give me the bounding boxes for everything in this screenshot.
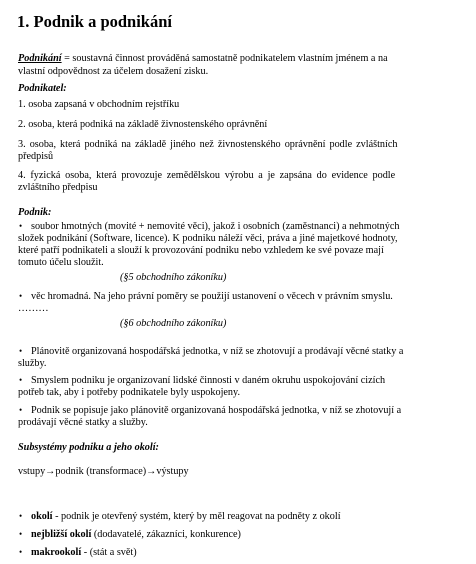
podnik-reference-2: (§6 obchodního zákoníku) xyxy=(120,318,227,329)
podnikatel-item-1: 1. osoba zapsaná v obchodním rejstříku xyxy=(18,99,180,110)
nejblizsi-okoli-text: (dodavatelé, zákazníci, konkurence) xyxy=(91,529,241,540)
bullet-icon xyxy=(19,510,22,522)
bullet2-1-line2: služby. xyxy=(18,358,47,369)
bullet2-2-line2: potřeb tak, aby i potřeby podnikatele byly uspokojeny. xyxy=(18,387,241,398)
podnikani-definition-line1 xyxy=(18,53,388,65)
podnikani-definition-line2: vlastní odpovědnost za účelem dosažení zisku. xyxy=(18,66,209,77)
bullet-icon xyxy=(19,220,22,232)
nejblizsi-okoli-term: nejbližší okolí xyxy=(31,529,92,540)
okoli-item xyxy=(31,511,341,523)
podnik-b1-line3: které patří podnikateli a slouží k provozování podniku nebo vzhledem ke své povaze mají xyxy=(18,245,384,256)
subsystems-heading: Subsystémy podniku a jeho okolí: xyxy=(18,442,159,453)
podnik-b1-line1: soubor hmotných (movité + nemovité věci), jakož i osobních (zaměstnanci) a nehmotných xyxy=(31,221,400,232)
bullet-icon xyxy=(19,404,22,416)
podnik-b1-line2: složek podnikání (Software, licence). K podniku náleží věci, práva a jiné majetkové hodnoty, xyxy=(18,233,398,244)
podnik-reference-1: (§5 obchodního zákoníku) xyxy=(120,272,227,283)
okoli-text: - podnik je otevřený systém, který by měl reagovat na podněty z okolí xyxy=(52,511,341,522)
bullet-icon xyxy=(19,374,22,386)
podnik-b2: věc hromadná. Na jeho právní poměry se použijí ustanovení o věcech v právním smyslu. xyxy=(31,291,393,302)
bullet-icon xyxy=(19,345,22,357)
podnikatel-item-4-cont: zvláštního předpisu xyxy=(18,182,98,193)
podnikatel-heading: Podnikatel: xyxy=(18,83,67,94)
podnikani-term: Podnikání xyxy=(18,53,62,64)
page-title: 1. Podnik a podnikání xyxy=(17,12,172,31)
podnikatel-item-3: 3. osoba, která podniká na základě jiného než živnostenského oprávnění podle zvláštních xyxy=(18,139,398,150)
podnikatel-item-4: 4. fyzická osoba, která provozuje zemědělskou výrobu a je zapsána do evidence podle xyxy=(18,170,396,181)
bullet-icon xyxy=(19,528,22,540)
bullet-icon xyxy=(19,290,22,302)
podnikatel-item-2: 2. osoba, která podniká na základě živnostenského oprávnění xyxy=(18,119,268,130)
okoli-term: okolí xyxy=(31,511,53,522)
makrookoli-term: makrookolí xyxy=(31,547,82,558)
makrookoli-item xyxy=(31,547,137,559)
bullet-icon xyxy=(19,546,22,558)
bullet2-3-line1: Podnik se popisuje jako plánovitě organizovaná hospodářská jednotka, v níž se zhotovují a xyxy=(31,405,402,416)
bullet2-3-line2: prodávají věcné statky a služby. xyxy=(18,417,148,428)
bullet2-1-line1: Plánovitě organizovaná hospodářská jednotka, v níž se zhotovují a prodávají věcné statky a xyxy=(31,346,404,357)
subsystems-flow: vstupy→podnik (transformace)→výstupy xyxy=(18,466,189,477)
bullet2-2-line1: Smyslem podniku je organizovaní lidské činnosti v daném okruhu uspokojování cizích xyxy=(31,375,386,386)
podnik-heading: Podnik: xyxy=(18,207,52,218)
podnikani-definition-text: = soustavná činnost prováděná samostatně podnikatelem vlastním jménem a na xyxy=(61,53,388,64)
podnik-b1-line4: tomuto účelu sloužit. xyxy=(18,257,104,268)
nejblizsi-okoli-item xyxy=(31,529,241,541)
podnikatel-item-3-cont: předpisů xyxy=(18,151,54,162)
podnik-ellipsis: ……… xyxy=(18,303,49,314)
makrookoli-text: - (stát a svět) xyxy=(81,547,137,558)
